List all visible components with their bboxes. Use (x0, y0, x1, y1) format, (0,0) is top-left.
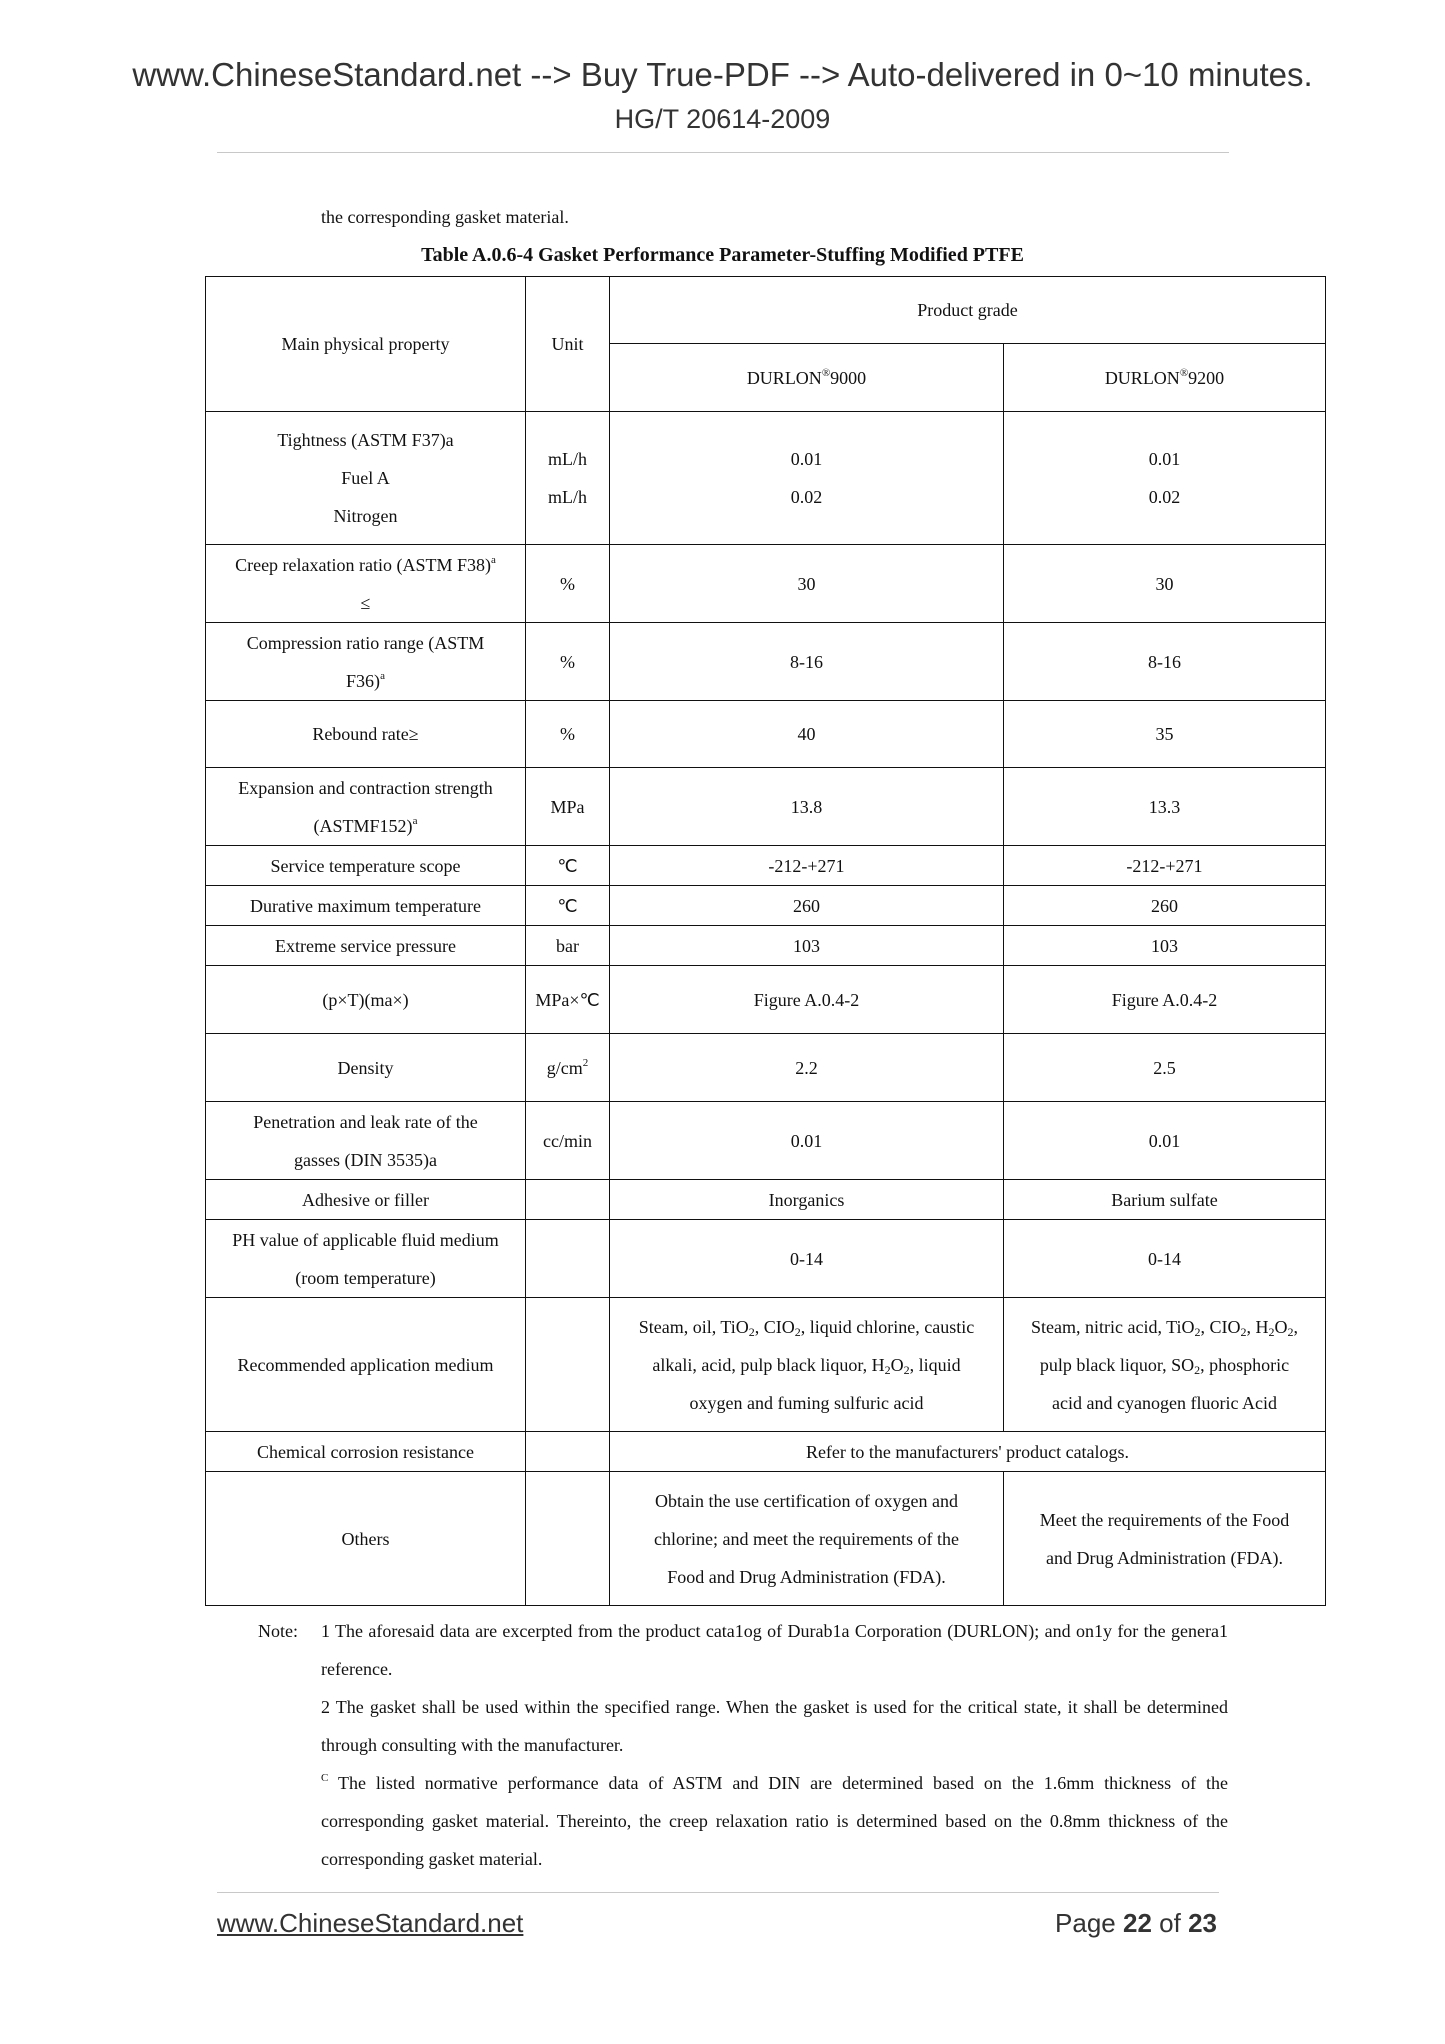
note-label: Note: (258, 1621, 298, 1641)
property-cell: Penetration and leak rate of the gasses (DIN 3535)a (206, 1102, 526, 1180)
value-cell: 40 (610, 701, 1004, 768)
value-cell: 8-16 (1004, 623, 1326, 701)
value-cell: Inorganics (610, 1180, 1004, 1220)
value-cell: 0.01 0.02 (610, 412, 1004, 545)
unit-cell: $g/cm^2$ (526, 1034, 610, 1102)
value-cell: -212-+271 (610, 846, 1004, 886)
unit-cell (526, 1180, 610, 1220)
value-cell: 0-14 (1004, 1220, 1326, 1298)
footer-site-link[interactable]: www.ChineseStandard.net (217, 1908, 524, 1938)
property-cell: Expansion and contraction strength (ASTMF152)$^a$ (206, 768, 526, 846)
header-unit: Unit (526, 277, 610, 412)
table-row (206, 701, 1326, 768)
property-cell: Recommended application medium (206, 1298, 526, 1432)
table-row (206, 412, 1326, 545)
header-property: Main physical property (206, 277, 526, 412)
property-cell: Tightness (ASTM F37)a Fuel A Nitrogen (206, 412, 526, 545)
value-cell: Steam, nitric acid, TiO$_2$, $CIO_2$, $H_2O_2$, pulp black liquor, $SO_2$, phosphoric acid and cyanogen fluoric Acid (1004, 1298, 1326, 1432)
value-cell: 8-16 (610, 623, 1004, 701)
value-cell: Steam, oil, TiO$_2$, $CIO_2$, liquid chlorine, caustic alkali, acid, pulp black liquor, $H_2O_2$, liquid oxygen and fuming sulfuric acid (610, 1298, 1004, 1432)
table-row (206, 545, 1326, 623)
value-cell: 103 (1004, 926, 1326, 966)
table-row (206, 1220, 1326, 1298)
header-divider (217, 152, 1229, 153)
header-row (206, 277, 1326, 344)
unit-cell (526, 1432, 610, 1472)
unit-cell: % (526, 545, 610, 623)
unit-cell (526, 1472, 610, 1606)
table-row (206, 1180, 1326, 1220)
unit-cell: % (526, 701, 610, 768)
table-row (206, 1432, 1326, 1472)
header-grade-9000: DURLON®9000 (610, 344, 1004, 412)
value-cell: 260 (1004, 886, 1326, 926)
table-row (206, 768, 1326, 846)
header-product-grade: Product grade (610, 277, 1326, 344)
unit-cell: MPa (526, 768, 610, 846)
value-cell: 2.2 (610, 1034, 1004, 1102)
value-cell: 0.01 0.02 (1004, 412, 1326, 545)
unit-cell: % (526, 623, 610, 701)
unit-cell: bar (526, 926, 610, 966)
table-row (206, 846, 1326, 886)
table-row (206, 886, 1326, 926)
property-cell: Service temperature scope (206, 846, 526, 886)
intro-text: the corresponding gasket material. (321, 207, 569, 227)
unit-cell (526, 1220, 610, 1298)
unit-cell: ℃ (526, 886, 610, 926)
note-1: 1 The aforesaid data are excerpted from the product cata1og of Durab1a Corporation (DURLON); and on1y for the genera1 reference. (321, 1621, 1228, 1679)
property-cell: Rebound rate≥ (206, 701, 526, 768)
table-row (206, 966, 1326, 1034)
property-cell: Creep relaxation ratio (ASTM F38)$^a$ ≤ (206, 545, 526, 623)
value-cell: -212-+271 (1004, 846, 1326, 886)
table-row (206, 1102, 1326, 1180)
note-3: $^C$ The listed normative performance data of ASTM and DIN are determined based on the 1.6mm thickness of the corresponding gasket material. Thereinto, the creep relaxation ratio is determined based on the 0.8mm thickness of the corresponding gasket material. (321, 1772, 1228, 1869)
table-row (206, 926, 1326, 966)
property-cell: Durative maximum temperature (206, 886, 526, 926)
value-cell: 13.8 (610, 768, 1004, 846)
table-notes (258, 1612, 1228, 1878)
value-cell: Figure A.0.4-2 (610, 966, 1004, 1034)
value-cell: 2.5 (1004, 1034, 1326, 1102)
property-cell: PH value of applicable fluid medium (room temperature) (206, 1220, 526, 1298)
standard-code: HG/T 20614-2009 (614, 104, 831, 134)
unit-cell: ℃ (526, 846, 610, 886)
property-cell: Others (206, 1472, 526, 1606)
table-row (206, 1472, 1326, 1606)
property-cell: Extreme service pressure (206, 926, 526, 966)
value-cell: 0.01 (1004, 1102, 1326, 1180)
gasket-spec-table (205, 276, 1326, 1606)
value-cell: 30 (1004, 545, 1326, 623)
header-banner: www.ChineseStandard.net --> Buy True-PDF --> Auto-delivered in 0~10 minutes. (132, 56, 1313, 93)
footer-divider (217, 1892, 1219, 1893)
table-caption: Table A.0.6-4 Gasket Performance Parameter-Stuffing Modified PTFE (421, 244, 1024, 266)
property-cell: Adhesive or filler (206, 1180, 526, 1220)
note-2: 2 The gasket shall be used within the specified range. When the gasket is used for the critical state, it shall be determined through consulting with the manufacturer. (321, 1697, 1228, 1755)
value-cell: 0-14 (610, 1220, 1004, 1298)
table-row (206, 1298, 1326, 1432)
unit-cell: cc/min (526, 1102, 610, 1180)
property-cell: (p×T)(ma×) (206, 966, 526, 1034)
value-cell: Barium sulfate (1004, 1180, 1326, 1220)
value-cell: 103 (610, 926, 1004, 966)
value-cell: Meet the requirements of the Food and Drug Administration (FDA). (1004, 1472, 1326, 1606)
page-indicator: Page 22 of 23 (1055, 1908, 1217, 1938)
unit-cell: mL/h mL/h (526, 412, 610, 545)
value-cell: 13.3 (1004, 768, 1326, 846)
header-grade-9200: DURLON®9200 (1004, 344, 1326, 412)
property-cell: Chemical corrosion resistance (206, 1432, 526, 1472)
value-cell: 30 (610, 545, 1004, 623)
table-row (206, 623, 1326, 701)
unit-cell (526, 1298, 610, 1432)
property-cell: Compression ratio range (ASTM F36)$^a$ (206, 623, 526, 701)
property-cell: Density (206, 1034, 526, 1102)
value-cell: Figure A.0.4-2 (1004, 966, 1326, 1034)
table-row (206, 1034, 1326, 1102)
value-cell: Obtain the use certification of oxygen and chlorine; and meet the requirements of the Food and Drug Administration (FDA). (610, 1472, 1004, 1606)
value-cell: 260 (610, 886, 1004, 926)
unit-cell: MPa×℃ (526, 966, 610, 1034)
value-cell: 35 (1004, 701, 1326, 768)
value-cell: Refer to the manufacturers' product catalogs. (610, 1432, 1326, 1472)
value-cell: 0.01 (610, 1102, 1004, 1180)
